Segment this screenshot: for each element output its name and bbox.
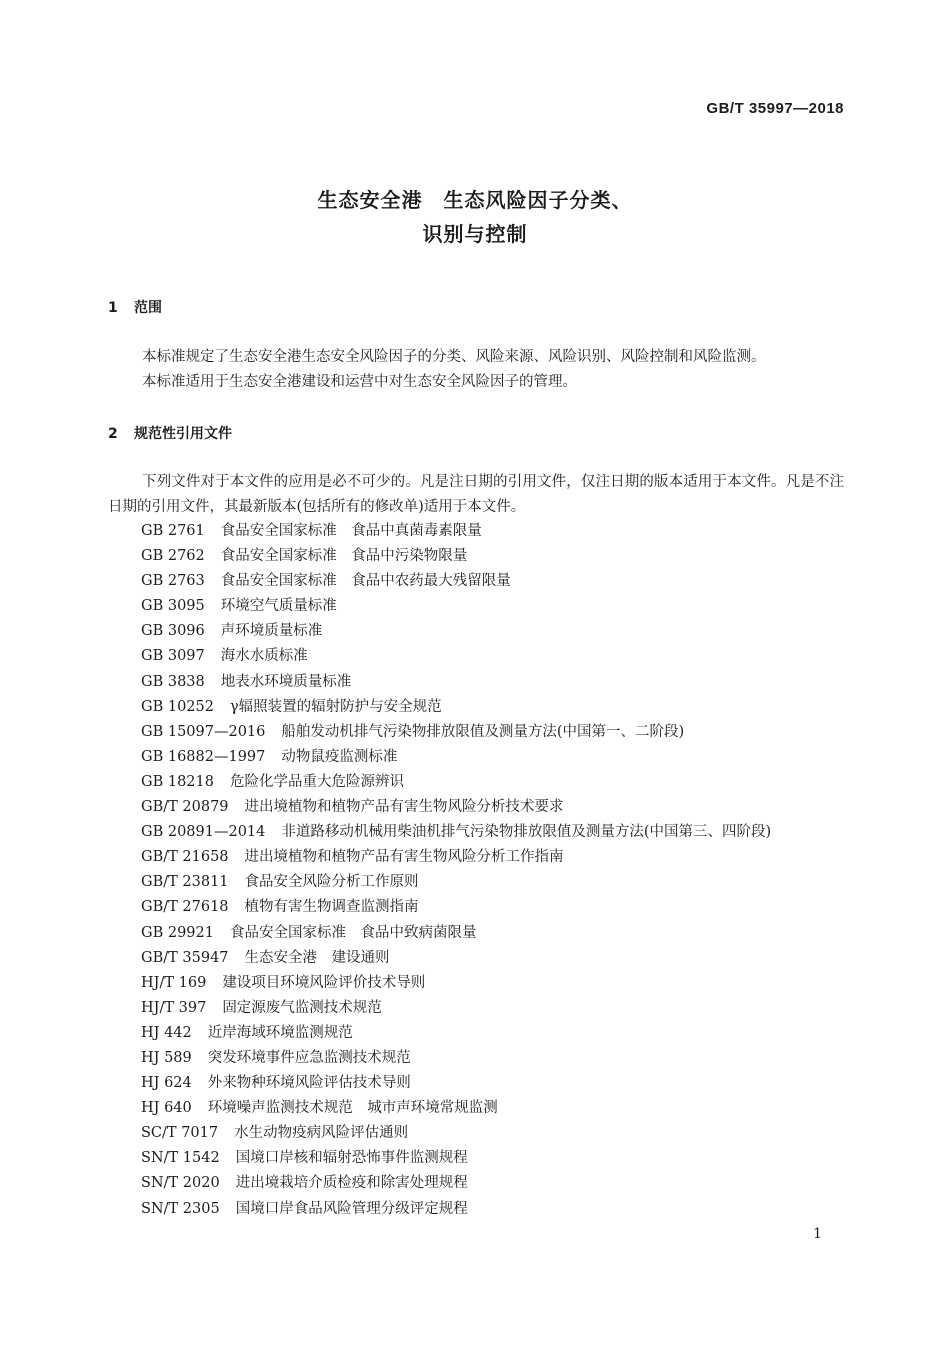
reference-item xyxy=(141,695,771,720)
reference-item xyxy=(141,946,771,971)
reference-title: 固定源废气监测技术规范 xyxy=(222,999,382,1016)
reference-code: GB/T 21658 xyxy=(141,849,229,866)
reference-item xyxy=(141,519,771,544)
reference-title: 突发环境事件应急监测技术规范 xyxy=(207,1049,411,1066)
reference-title: 动物鼠疫监测标准 xyxy=(281,748,398,765)
reference-item xyxy=(141,594,771,619)
reference-title: 国境口岸食品风险管理分级评定规程 xyxy=(235,1200,468,1217)
reference-title: 外来物种环境风险评估技术导则 xyxy=(207,1075,411,1092)
reference-code: HJ 589 xyxy=(141,1049,192,1066)
reference-title: 进出境植物和植物产品有害生物风险分析技术要求 xyxy=(244,799,564,816)
scope-paragraph-2: 本标准适用于生态安全港建设和运营中对生态安全风险因子的管理。 xyxy=(142,374,577,390)
reference-title: 进出境植物和植物产品有害生物风险分析工作指南 xyxy=(244,849,564,866)
reference-title: 非道路移动机械用柴油机排气污染物排放限值及测量方法(中国第三、四阶段) xyxy=(281,824,772,841)
reference-code: GB 15097—2016 xyxy=(141,723,266,740)
reference-item xyxy=(141,720,771,745)
reference-code: GB 2762 xyxy=(141,548,205,565)
reference-code: GB 16882—1997 xyxy=(141,748,266,765)
reference-item xyxy=(141,971,771,996)
reference-title: 地表水环境质量标准 xyxy=(220,673,352,690)
section-2-heading xyxy=(108,423,232,443)
reference-code: GB 3095 xyxy=(141,598,205,615)
reference-code: GB 3096 xyxy=(141,623,205,640)
reference-title: γ辐照装置的辐射防护与安全规范 xyxy=(229,698,442,715)
document-title-line-2: 识别与控制 xyxy=(422,222,528,246)
reference-title: 危险化学品重大危险源辨识 xyxy=(229,773,404,790)
reference-title: 声环境质量标准 xyxy=(220,623,323,640)
reference-code: GB 2761 xyxy=(141,523,205,539)
reference-code: HJ/T 397 xyxy=(141,999,207,1016)
reference-item xyxy=(141,1171,771,1196)
reference-list xyxy=(141,519,771,1222)
section-1-heading xyxy=(108,297,162,317)
reference-code: GB 20891—2014 xyxy=(141,824,266,841)
reference-code: HJ 624 xyxy=(141,1075,192,1092)
reference-title: 环境噪声监测技术规范 城市声环境常规监测 xyxy=(207,1100,498,1117)
reference-title: 食品安全国家标准 食品中致病菌限量 xyxy=(229,924,477,941)
reference-code: GB/T 20879 xyxy=(141,799,229,816)
reference-code: SN/T 2020 xyxy=(141,1175,220,1192)
reference-item xyxy=(141,1146,771,1171)
reference-item xyxy=(141,1021,771,1046)
reference-item xyxy=(141,1046,771,1071)
reference-item xyxy=(141,820,771,845)
reference-item xyxy=(141,845,771,870)
reference-title: 食品安全国家标准 食品中农药最大残留限量 xyxy=(220,573,511,590)
reference-item xyxy=(141,770,771,795)
reference-item xyxy=(141,996,771,1021)
reference-code: SN/T 2305 xyxy=(141,1200,220,1217)
standard-number: GB/T 35997—2018 xyxy=(706,100,844,117)
reference-code: GB/T 35947 xyxy=(141,949,229,966)
section-title: 规范性引用文件 xyxy=(134,426,232,442)
section-number: 1 xyxy=(108,300,118,316)
page-number: 1 xyxy=(813,1226,822,1242)
reference-code: GB/T 27618 xyxy=(141,899,229,916)
reference-item xyxy=(141,1197,771,1222)
reference-code: GB 3838 xyxy=(141,673,205,690)
reference-code: SC/T 7017 xyxy=(141,1125,219,1142)
reference-title: 食品安全风险分析工作原则 xyxy=(244,874,419,891)
reference-code: HJ/T 169 xyxy=(141,974,207,991)
reference-item xyxy=(141,895,771,920)
reference-title: 水生动物疫病风险评估通则 xyxy=(234,1125,409,1142)
scope-paragraph-1: 本标准规定了生态安全港生态安全风险因子的分类、风险来源、风险识别、风险控制和风险监测。 xyxy=(142,349,766,365)
reference-code: GB/T 23811 xyxy=(141,874,229,891)
reference-title: 海水水质标准 xyxy=(220,648,308,665)
document-title-line-1: 生态安全港 生态风险因子分类、 xyxy=(317,188,633,212)
reference-code: GB 29921 xyxy=(141,924,214,941)
reference-title: 进出境栽培介质检疫和除害处理规程 xyxy=(235,1175,468,1192)
reference-item xyxy=(141,870,771,895)
section-title: 范围 xyxy=(134,300,162,316)
reference-item xyxy=(141,569,771,594)
reference-code: GB 18218 xyxy=(141,773,214,790)
reference-title: 国境口岸核和辐射恐怖事件监测规程 xyxy=(235,1150,468,1167)
reference-item xyxy=(141,921,771,946)
reference-title: 环境空气质量标准 xyxy=(220,598,337,615)
reference-code: GB 2763 xyxy=(141,573,205,590)
reference-title: 食品安全国家标准 食品中真菌毒素限量 xyxy=(220,523,482,539)
reference-title: 食品安全国家标准 食品中污染物限量 xyxy=(220,548,468,565)
reference-item xyxy=(141,1071,771,1096)
section-number: 2 xyxy=(108,426,118,442)
reference-item xyxy=(141,619,771,644)
reference-title: 船舶发动机排气污染物排放限值及测量方法(中国第一、二阶段) xyxy=(281,723,685,740)
reference-item xyxy=(141,644,771,669)
reference-code: GB 10252 xyxy=(141,698,214,715)
reference-code: GB 3097 xyxy=(141,648,205,665)
reference-title: 植物有害生物调查监测指南 xyxy=(244,899,419,916)
reference-item xyxy=(141,544,771,569)
reference-item xyxy=(141,795,771,820)
reference-item xyxy=(141,745,771,770)
reference-item xyxy=(141,670,771,695)
reference-code: HJ 640 xyxy=(141,1100,192,1117)
reference-title: 近岸海域环境监测规范 xyxy=(207,1024,353,1041)
reference-item xyxy=(141,1121,771,1146)
reference-item xyxy=(141,1096,771,1121)
reference-code: HJ 442 xyxy=(141,1024,192,1041)
reference-title: 生态安全港 建设通则 xyxy=(244,949,390,966)
references-intro: 下列文件对于本文件的应用是必不可少的。凡是注日期的引用文件，仅注日期的版本适用于本文件。凡是不注日期的引用文件，其最新版本(包括所有的修改单)适用于本文件。 xyxy=(108,474,844,515)
reference-code: SN/T 1542 xyxy=(141,1150,220,1167)
reference-title: 建设项目环境风险评价技术导则 xyxy=(222,974,426,991)
